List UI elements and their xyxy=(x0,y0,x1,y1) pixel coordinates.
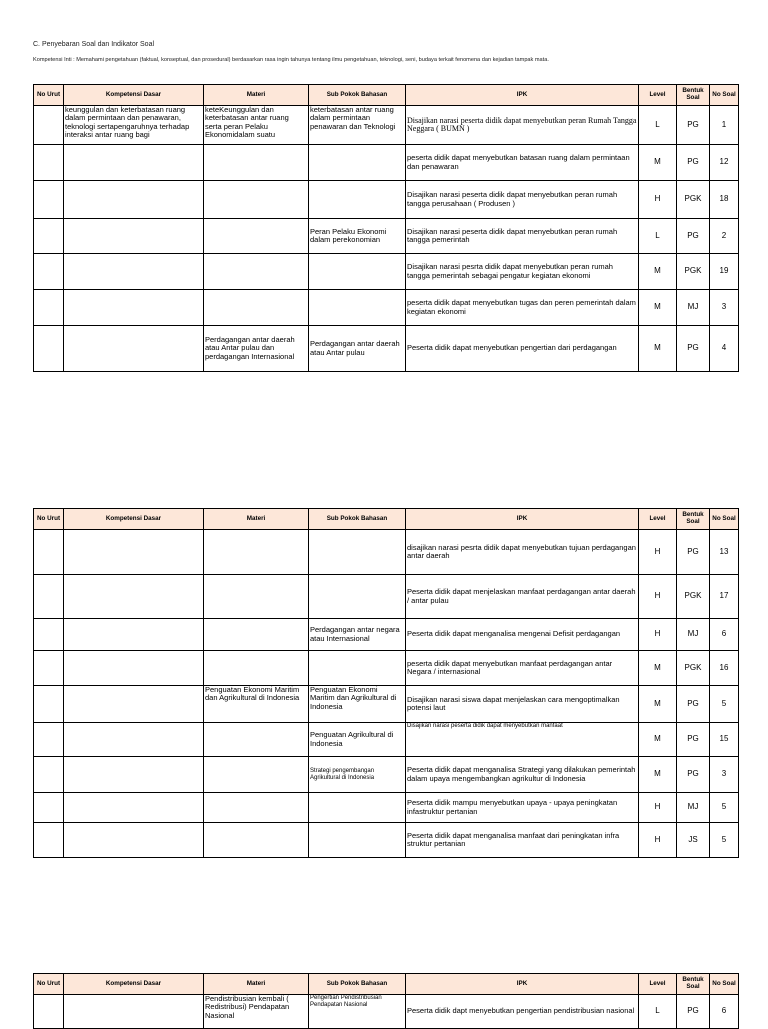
cell-bentuk: MJ xyxy=(677,793,710,823)
cell-no-urut xyxy=(34,823,64,858)
header-no-soal: No Soal xyxy=(710,974,739,995)
cell-no-soal: 6 xyxy=(710,995,739,1029)
header-materi: Materi xyxy=(204,509,309,530)
cell-materi xyxy=(204,793,309,823)
cell-level: L xyxy=(639,995,677,1029)
table-row xyxy=(34,575,739,619)
cell-sub xyxy=(309,530,406,575)
header-sub-pokok: Sub Pokok Bahasan xyxy=(309,509,406,530)
cell-materi xyxy=(204,619,309,651)
cell-materi xyxy=(204,254,309,290)
cell-no-urut xyxy=(34,575,64,619)
cell-sub xyxy=(309,254,406,290)
table-row xyxy=(34,530,739,575)
cell-no-soal: 5 xyxy=(710,686,739,723)
cell-no-soal: 12 xyxy=(710,145,739,181)
cell-ipk: Peserta didik dapat menganalisa Strategi yang dilakukan pemerintah dalam upaya mengembangkan agrikultur di Indonesia xyxy=(406,757,639,793)
cell-no-urut xyxy=(34,145,64,181)
cell-kd xyxy=(64,619,204,651)
cell-materi: Perdagangan antar daerah atau Antar pulau dan perdagangan Internasional xyxy=(204,326,309,372)
cell-bentuk: MJ xyxy=(677,619,710,651)
cell-materi xyxy=(204,290,309,326)
cell-kd xyxy=(64,651,204,686)
cell-no-urut xyxy=(34,106,64,145)
cell-materi xyxy=(204,723,309,757)
table-1 xyxy=(33,84,739,372)
cell-sub xyxy=(309,651,406,686)
table-row xyxy=(34,326,739,372)
kompetensi-inti: Kompetensi Inti : Memahami pengetahuan (faktual, konseptual, dan prosedural) berdasarkan rasa ingin tahunya tentang ilmu pengetahuan, teknologi, seni, budaya terkait fenomena dan kejadian tampak mata. xyxy=(33,57,549,63)
cell-kd xyxy=(64,326,204,372)
cell-bentuk: MJ xyxy=(677,290,710,326)
cell-kd xyxy=(64,995,204,1029)
table-row xyxy=(34,793,739,823)
header-ipk: IPK xyxy=(406,85,639,106)
cell-bentuk: PG xyxy=(677,723,710,757)
header-no-soal: No Soal xyxy=(710,85,739,106)
cell-bentuk: PGK xyxy=(677,181,710,219)
cell-no-soal: 17 xyxy=(710,575,739,619)
cell-sub xyxy=(309,145,406,181)
cell-level: L xyxy=(639,219,677,254)
cell-no-urut xyxy=(34,619,64,651)
cell-no-urut xyxy=(34,530,64,575)
cell-materi xyxy=(204,530,309,575)
cell-bentuk: PGK xyxy=(677,651,710,686)
cell-sub: Pengertian Pendistribusian Pendapatan Nasional xyxy=(309,995,406,1029)
cell-level: H xyxy=(639,823,677,858)
cell-bentuk: JS xyxy=(677,823,710,858)
header-materi: Materi xyxy=(204,974,309,995)
cell-kd xyxy=(64,530,204,575)
header-kompetensi-dasar: Kompetensi Dasar xyxy=(64,509,204,530)
cell-materi: keteKeunggulan dan keterbatasan antar ruang serta peran Pelaku Ekonomidalam suatu xyxy=(204,106,309,145)
cell-sub: Penguatan Agrikultural di Indonesia xyxy=(309,723,406,757)
table-row xyxy=(34,651,739,686)
table-header-row xyxy=(34,85,739,106)
table-row xyxy=(34,219,739,254)
table-header-row xyxy=(34,509,739,530)
cell-ipk: Disajikan narasi peserta didik dapat menyebutkan manfaat xyxy=(406,723,639,757)
cell-level: H xyxy=(639,181,677,219)
cell-no-urut xyxy=(34,219,64,254)
cell-bentuk: PG xyxy=(677,530,710,575)
table-row xyxy=(34,686,739,723)
cell-level: M xyxy=(639,757,677,793)
cell-level: M xyxy=(639,651,677,686)
cell-ipk: Peserta didik dapat menyebutkan pengertian dari perdagangan xyxy=(406,326,639,372)
cell-ipk: Disajikan narasi peserta didik dapat menyebutkan peran rumah tangga pemerintah xyxy=(406,219,639,254)
cell-kd xyxy=(64,823,204,858)
cell-no-soal: 3 xyxy=(710,757,739,793)
cell-no-soal: 4 xyxy=(710,326,739,372)
header-no-soal: No Soal xyxy=(710,509,739,530)
cell-materi xyxy=(204,145,309,181)
cell-no-urut xyxy=(34,686,64,723)
cell-no-soal: 16 xyxy=(710,651,739,686)
header-materi: Materi xyxy=(204,85,309,106)
cell-level: H xyxy=(639,619,677,651)
cell-ipk: Peserta didik dapat menjelaskan manfaat perdagangan antar daerah / antar pulau xyxy=(406,575,639,619)
table-row xyxy=(34,757,739,793)
cell-level: H xyxy=(639,793,677,823)
header-sub-pokok: Sub Pokok Bahasan xyxy=(309,974,406,995)
table-row xyxy=(34,106,739,145)
cell-no-urut xyxy=(34,181,64,219)
cell-no-urut xyxy=(34,723,64,757)
cell-no-urut xyxy=(34,995,64,1029)
cell-bentuk: PG xyxy=(677,686,710,723)
cell-kd xyxy=(64,793,204,823)
cell-bentuk: PGK xyxy=(677,575,710,619)
cell-level: M xyxy=(639,290,677,326)
cell-ipk: Disajikan narasi peserta didik dapat menyebutkan peran rumah tangga perusahaan ( Produsen ) xyxy=(406,181,639,219)
table-3 xyxy=(33,973,739,1029)
cell-kd xyxy=(64,290,204,326)
cell-level: H xyxy=(639,530,677,575)
cell-sub: Penguatan Ekonomi Maritim dan Agrikultural di Indonesia xyxy=(309,686,406,723)
cell-materi: Pendistribusian kembali ( Redistribusi) Pendapatan Nasional xyxy=(204,995,309,1029)
cell-ipk: Disajikan narasi peserta didik dapat menyebutkan peran Rumah Tangga Neggara ( BUMN ) xyxy=(406,106,639,145)
cell-ipk: Disajikan narasi pesrta didik dapat menyebutkan peran rumah tangga pemerintah sebagai pengatur kegiatan ekonomi xyxy=(406,254,639,290)
cell-sub: Perdagangan antar daerah atau Antar pulau xyxy=(309,326,406,372)
header-level: Level xyxy=(639,509,677,530)
cell-sub xyxy=(309,181,406,219)
cell-materi xyxy=(204,651,309,686)
cell-ipk: Peserta didik mampu menyebutkan upaya - upaya peningkatan infastruktur pertanian xyxy=(406,793,639,823)
header-bentuk-soal: Bentuk Soal xyxy=(677,85,710,106)
cell-no-soal: 2 xyxy=(710,219,739,254)
cell-no-soal: 5 xyxy=(710,823,739,858)
cell-no-urut xyxy=(34,793,64,823)
table-row xyxy=(34,619,739,651)
cell-kd xyxy=(64,575,204,619)
header-kompetensi-dasar: Kompetensi Dasar xyxy=(64,85,204,106)
cell-no-soal: 5 xyxy=(710,793,739,823)
cell-sub xyxy=(309,290,406,326)
cell-kd xyxy=(64,757,204,793)
cell-ipk: Peserta didik dapt menyebutkan pengertian pendistribusian nasional xyxy=(406,995,639,1029)
cell-bentuk: PG xyxy=(677,145,710,181)
cell-kd xyxy=(64,145,204,181)
header-kompetensi-dasar: Kompetensi Dasar xyxy=(64,974,204,995)
cell-sub: Peran Pelaku Ekonomi dalam perekonomian xyxy=(309,219,406,254)
cell-ipk: Peserta didik dapat menganalisa mengenai Defisit perdagangan xyxy=(406,619,639,651)
cell-no-urut xyxy=(34,326,64,372)
cell-kd: keunggulan dan keterbatasan ruang dalam permintaan dan penawaran, teknologi sertapengaruhnya terhadap interaksi antar ruang bagi xyxy=(64,106,204,145)
table-row xyxy=(34,145,739,181)
cell-level: M xyxy=(639,723,677,757)
cell-no-urut xyxy=(34,651,64,686)
cell-level: M xyxy=(639,686,677,723)
table-row xyxy=(34,723,739,757)
cell-bentuk: PG xyxy=(677,995,710,1029)
cell-no-soal: 19 xyxy=(710,254,739,290)
cell-bentuk: PG xyxy=(677,106,710,145)
cell-no-urut xyxy=(34,290,64,326)
cell-materi xyxy=(204,575,309,619)
cell-kd xyxy=(64,686,204,723)
cell-materi xyxy=(204,219,309,254)
header-bentuk-soal: Bentuk Soal xyxy=(677,974,710,995)
table-row xyxy=(34,181,739,219)
header-sub-pokok: Sub Pokok Bahasan xyxy=(309,85,406,106)
cell-level: M xyxy=(639,326,677,372)
cell-no-soal: 13 xyxy=(710,530,739,575)
cell-level: M xyxy=(639,145,677,181)
table-header-row xyxy=(34,974,739,995)
cell-no-soal: 15 xyxy=(710,723,739,757)
cell-materi xyxy=(204,823,309,858)
cell-ipk: peserta didik dapat menyebutkan batasan ruang dalam permintaan dan penawaran xyxy=(406,145,639,181)
cell-ipk: Peserta didik dapat menganalisa manfaat dari peningkatan infra struktur pertanian xyxy=(406,823,639,858)
header-no-urut: No Urut xyxy=(34,509,64,530)
cell-ipk: disajikan narasi pesrta didik dapat menyebutkan tujuan perdagangan antar daerah xyxy=(406,530,639,575)
cell-sub xyxy=(309,793,406,823)
header-level: Level xyxy=(639,974,677,995)
table-row xyxy=(34,254,739,290)
cell-sub xyxy=(309,823,406,858)
cell-sub: keterbatasan antar ruang dalam permintaan penawaran dan Teknologi xyxy=(309,106,406,145)
header-no-urut: No Urut xyxy=(34,85,64,106)
cell-level: M xyxy=(639,254,677,290)
cell-ipk: peserta didik dapat menyebutkan tugas dan peren pemerintah dalam kegiatan ekonomi xyxy=(406,290,639,326)
cell-bentuk: PGK xyxy=(677,254,710,290)
cell-no-urut xyxy=(34,757,64,793)
cell-no-soal: 1 xyxy=(710,106,739,145)
cell-materi xyxy=(204,181,309,219)
cell-no-soal: 18 xyxy=(710,181,739,219)
cell-ipk: peserta didik dapat menyebutkan manfaat perdagangan antar Negara / internasional xyxy=(406,651,639,686)
cell-no-soal: 3 xyxy=(710,290,739,326)
table-row xyxy=(34,995,739,1029)
cell-sub: Strategi pengembangan Agrikultural di Indonesia xyxy=(309,757,406,793)
cell-bentuk: PG xyxy=(677,326,710,372)
header-bentuk-soal: Bentuk Soal xyxy=(677,509,710,530)
cell-level: H xyxy=(639,575,677,619)
cell-level: L xyxy=(639,106,677,145)
cell-no-urut xyxy=(34,254,64,290)
section-title: C. Penyebaran Soal dan Indikator Soal xyxy=(33,41,155,48)
cell-kd xyxy=(64,723,204,757)
cell-no-soal: 6 xyxy=(710,619,739,651)
header-ipk: IPK xyxy=(406,974,639,995)
cell-kd xyxy=(64,254,204,290)
table-2 xyxy=(33,508,739,858)
header-no-urut: No Urut xyxy=(34,974,64,995)
cell-kd xyxy=(64,219,204,254)
cell-bentuk: PG xyxy=(677,757,710,793)
cell-sub xyxy=(309,575,406,619)
cell-materi: Penguatan Ekonomi Maritim dan Agrikultural di Indonesia xyxy=(204,686,309,723)
table-row xyxy=(34,290,739,326)
cell-sub: Perdagangan antar negara atau Internasional xyxy=(309,619,406,651)
cell-materi xyxy=(204,757,309,793)
cell-kd xyxy=(64,181,204,219)
cell-ipk: Disajikan narasi siswa dapat menjelaskan cara mengoptimalkan potensi laut xyxy=(406,686,639,723)
header-level: Level xyxy=(639,85,677,106)
cell-bentuk: PG xyxy=(677,219,710,254)
header-ipk: IPK xyxy=(406,509,639,530)
table-row xyxy=(34,823,739,858)
